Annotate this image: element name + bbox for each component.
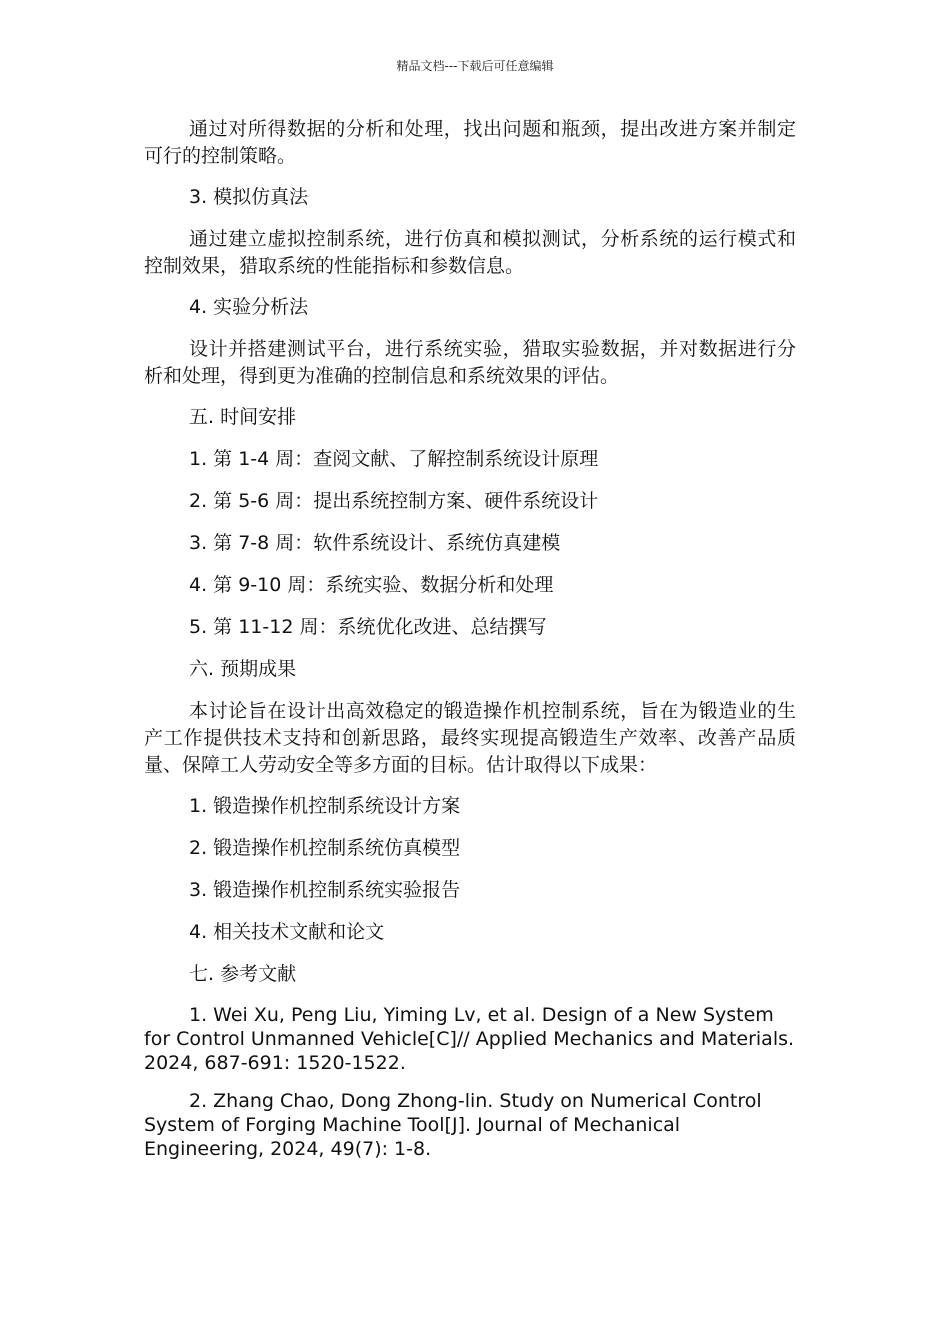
list-item: 4. 第 9-10 周：系统实验、数据分析和处理 <box>189 574 554 596</box>
schedule-heading: 五. 时间安排 <box>189 406 297 428</box>
results-list <box>144 793 796 946</box>
reference-item: 1. Wei Xu, Peng Liu, Yiming Lv, et al. Design of a New System for Control Unmanned Vehicle[C]// Applied Mechanics and Materials. 2024, 687-691: 1520-1522. <box>144 1004 795 1074</box>
experiment-method-paragraph: 设计并搭建测试平台，进行系统实验，猎取实验数据，并对数据进行分析和处理，得到更为准确的控制信息和系统效果的评估。 <box>144 338 796 387</box>
list-item: 4. 相关技术文献和论文 <box>189 921 385 943</box>
list-item: 3. 第 7-8 周：软件系统设计、系统仿真建模 <box>189 532 561 554</box>
simulation-method-heading: 3. 模拟仿真法 <box>189 186 309 208</box>
list-item: 2. 第 5-6 周：提出系统控制方案、硬件系统设计 <box>189 490 599 512</box>
list-item: 3. 锻造操作机控制系统实验报告 <box>189 879 461 901</box>
list-item: 5. 第 11-12 周：系统优化改进、总结撰写 <box>189 616 547 638</box>
schedule-list <box>144 446 796 641</box>
simulation-method-paragraph: 通过建立虚拟控制系统，进行仿真和模拟测试，分析系统的运行模式和控制效果，猎取系统的性能指标和参数信息。 <box>144 228 796 277</box>
list-item: 1. 第 1-4 周：查阅文献、了解控制系统设计原理 <box>189 448 599 470</box>
references-heading: 七. 参考文献 <box>189 963 297 985</box>
page-header: 精品文档---下载后可任意编辑 <box>396 59 554 73</box>
expected-results-heading: 六. 预期成果 <box>189 658 297 680</box>
expected-results-paragraph: 本讨论旨在设计出高效稳定的锻造操作机控制系统，旨在为锻造业的生产工作提供技术支持和创新思路，最终实现提高锻造生产效率、改善产品质量、保障工人劳动安全等多方面的目标。估计取得以下成果： <box>144 700 796 776</box>
list-item: 2. 锻造操作机控制系统仿真模型 <box>189 837 461 859</box>
experiment-method-heading: 4. 实验分析法 <box>189 296 309 318</box>
list-item: 1. 锻造操作机控制系统设计方案 <box>189 795 461 817</box>
reference-item: 2. Zhang Chao, Dong Zhong-lin. Study on Numerical Control System of Forging Machine Tool[J]. Journal of Mechanical Engineering, 2024, 49(7): 1-8. <box>144 1090 762 1160</box>
analysis-paragraph: 通过对所得数据的分析和处理，找出问题和瓶颈，提出改进方案并制定可行的控制策略。 <box>144 118 796 167</box>
document-body <box>144 116 796 1175</box>
